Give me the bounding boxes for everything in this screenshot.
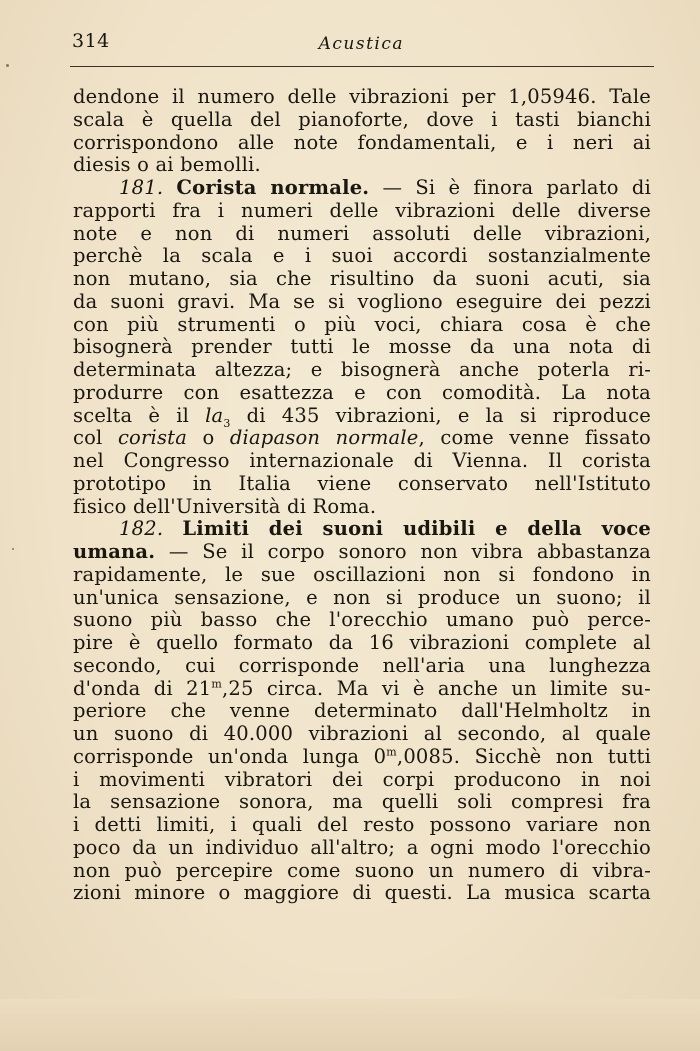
text-line: bisognerà prender tutti le mosse da una nota di — [73, 335, 651, 359]
section-number: 181. — [119, 176, 164, 199]
text-line: periore che venne determinato dall'Helmholtz in — [73, 699, 651, 723]
text-line: rapidamente, le sue oscillazioni non si fondono in — [73, 562, 651, 586]
text-run: — Se il corpo sonoro non vibra abbastanza — [155, 540, 651, 563]
section-title: Corista normale. — [176, 176, 370, 199]
text-line: note e non di numeri assoluti delle vibrazioni, — [73, 221, 651, 245]
page-bottom-margin — [0, 999, 700, 1051]
text-line: nel Congresso internazionale di Vienna. Il corista — [73, 449, 651, 472]
text-run: scelta è il — [73, 403, 206, 427]
italic-term: diapason normale — [229, 426, 419, 450]
text-run: o — [187, 426, 230, 450]
note-symbol: la — [205, 403, 224, 427]
text-line: secondo, cui corrisponde nell'aria una lunghezza — [73, 653, 651, 677]
text-line: dendone il numero delle vibrazioni per 1,05946. Tale — [73, 85, 651, 108]
text-line: un suono di 40.000 vibrazioni al secondo, al quale — [73, 722, 651, 745]
text-line-onda — [73, 678, 651, 701]
text-line: corrispondono alle note fondamentali, e i neri ai — [73, 130, 651, 154]
section-182-heading-line — [73, 518, 651, 541]
text-line: poco da un individuo all'altro; a ogni modo l'orecchio — [73, 835, 651, 859]
text-line: un'unica sensazione, e non si produce un suono; il — [73, 585, 651, 609]
paper-speck — [12, 548, 14, 550]
unit-superscript: m — [211, 677, 222, 690]
text-run: d'onda di 21 — [73, 676, 212, 700]
text-run: , come venne fissato — [418, 426, 651, 450]
section-title: Limiti dei suoni udibili e della voce — [182, 517, 652, 541]
paper-speck — [6, 64, 9, 67]
note-subscript: 3 — [223, 416, 231, 430]
text-line: determinata altezza; e bisognerà anche poterla ri- — [73, 358, 651, 381]
text-line: con più strumenti o più voci, chiara cosa è che — [73, 312, 651, 336]
text-line: suono più basso che l'orecchio umano può perce- — [73, 608, 651, 632]
text-run: ,25 circa. Ma vi è anche un limite su- — [222, 676, 651, 700]
text-run: di 435 vibrazioni, e la si riproduce — [230, 403, 651, 427]
text-line: non può percepire come suono un numero di vibra- — [73, 858, 651, 882]
section-title-cont: umana. — [73, 540, 156, 563]
text-line: la sensazione sonora, ma quelli soli compresi fra — [73, 790, 651, 814]
unit-superscript: m — [386, 745, 397, 759]
text-line: fisico dell'Università di Roma. — [73, 494, 377, 518]
text-line: zioni minore o maggiore di questi. La musica scarta — [73, 881, 651, 905]
text-line-la3 — [73, 405, 651, 428]
text-run: — Si è finora parlato di — [382, 176, 652, 199]
page-header — [70, 26, 654, 67]
text-line-corista — [73, 427, 651, 450]
page-number: 314 — [72, 30, 110, 52]
text-line: non mutano, sia che risultino da suoni acuti, sia — [73, 267, 651, 290]
text-line: rapporti fra i numeri delle vibrazioni delle diverse — [73, 198, 651, 222]
text-run: col — [73, 426, 118, 450]
text-line: perchè la scala e i suoi accordi sostanzialmente — [73, 244, 651, 268]
text-line: prototipo in Italia viene conservato nell'Istituto — [73, 471, 651, 495]
text-line: produrre con esattezza e con comodità. La nota — [73, 380, 651, 404]
italic-term: corista — [117, 426, 188, 450]
body-text — [73, 86, 651, 905]
text-run: corrisponde un'onda lunga 0 — [73, 744, 387, 768]
running-head: Acustica — [318, 34, 404, 54]
text-line: i detti limiti, i quali del resto possono variare non — [73, 813, 651, 836]
section-number: 182. — [119, 517, 164, 541]
section-181-heading-line — [73, 177, 651, 200]
text-run: ,0085. Sicchè non tutti — [396, 744, 652, 768]
text-line-0085 — [73, 746, 651, 769]
text-line: scala è quella del pianoforte, dove i tasti bianchi — [73, 107, 651, 131]
section-182-heading-line-2 — [73, 541, 651, 564]
text-line: i movimenti vibratori dei corpi producono in noi — [73, 767, 651, 791]
text-line: diesis o ai bemolli. — [73, 153, 261, 177]
text-line: da suoni gravi. Ma se si vogliono eseguire dei pezzi — [73, 289, 651, 313]
text-line: pire è quello formato da 16 vibrazioni complete al — [73, 631, 651, 654]
